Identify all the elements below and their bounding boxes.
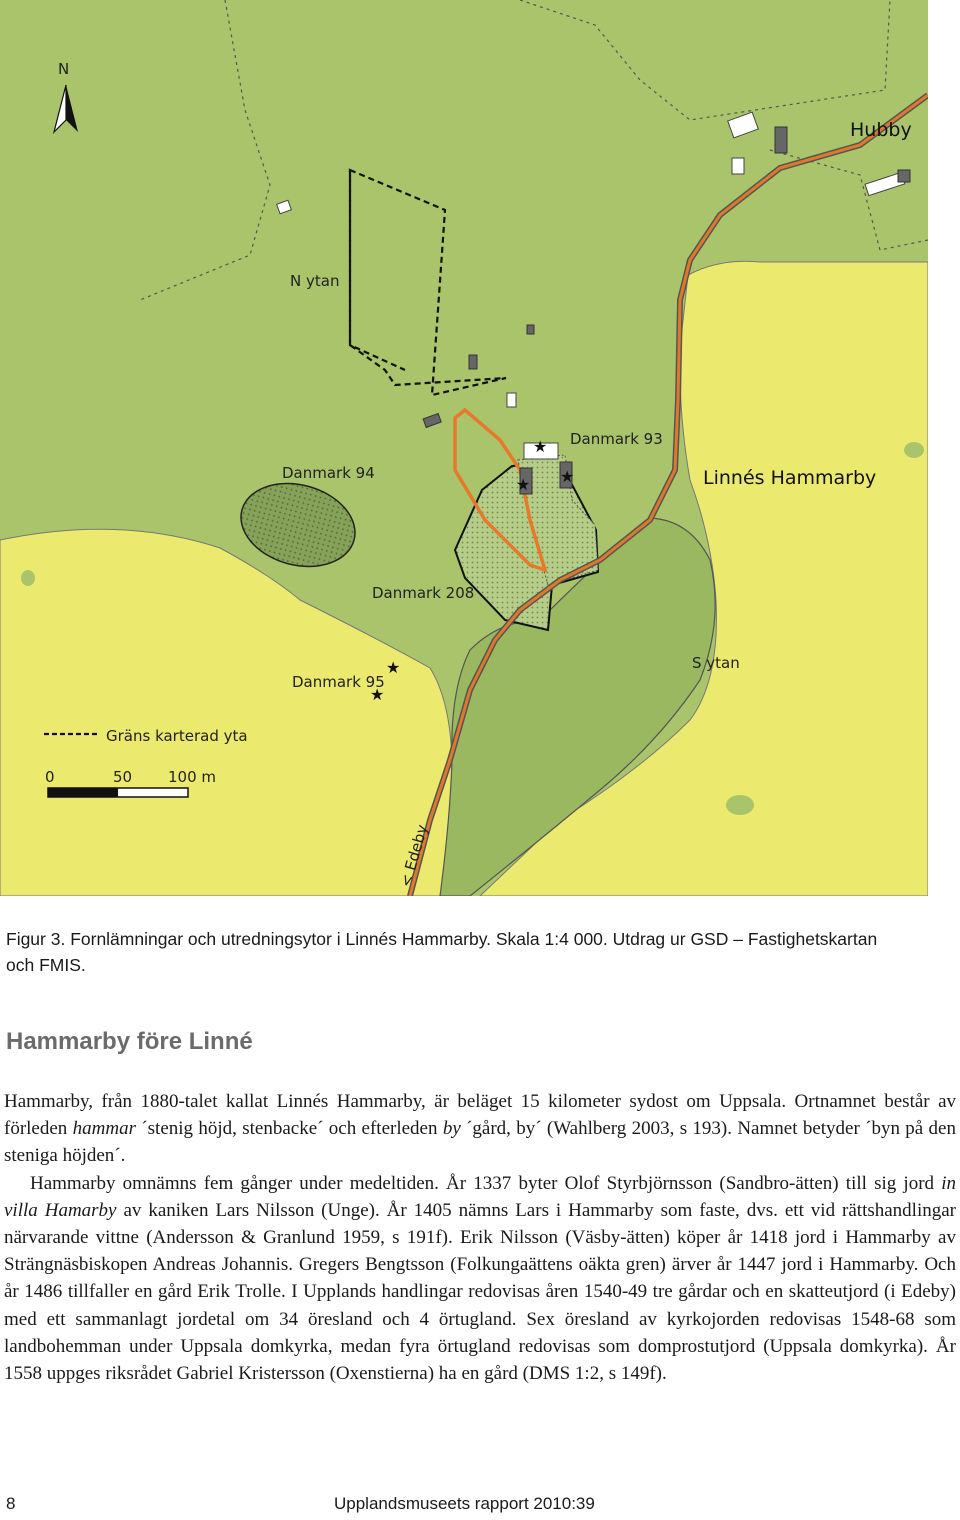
paragraph-1 [4,1088,956,1170]
star-marker: ★ [370,687,385,704]
label-linnes-hammarby: Linnés Hammarby [703,467,877,489]
north-label: N [58,60,70,78]
label-n-ytan: N ytan [290,272,340,290]
text-run: Hammarby omnämns fem gånger under medeltiden. År 1337 byter Olof Styrbjörnsson (Sandbro-ätten) till sig jord [30,1172,942,1194]
building [469,355,477,369]
text-run-italic: hammar [72,1118,136,1140]
building [775,127,787,153]
figure-caption: Figur 3. Fornlämningar och utredningsytor i Linnés Hammarby. Skala 1:4 000. Utdrag ur GSD – Fastighetskartan och FMIS. [6,929,878,975]
label-danmark-208: Danmark 208 [372,584,475,602]
paragraph-2 [4,1170,956,1388]
building [507,393,516,407]
scale-tick-50: 50 [113,768,133,786]
text-run: ´gård, by´ (Wahlberg 2003, s 193). Namnet betyder ´byn på den steniga höjden´. [4,1118,956,1167]
text-run: Hammarby, från 1880-talet kallat Linnés Hammarby, är beläget 15 kilometer sydost om Uppsala. Ortnamnet består av förleden [4,1091,956,1140]
text-run: av kaniken Lars Nilsson (Unge). År 1405 nämns Lars i Hammarby som faste, dvs. ett vid rättshandlingar närvarande vittne (Andersson & Granlund 1959, s 191f). Erik Nilsson (Väsby-ätten) köper år 1418 jord i Hammarby av Strängnäsbiskopen Andreas Johannis. Gregers Bengtsson (Folkungaättens oäkta gren) ärver år 1447 jord i Hammarby. Och år 1486 tillfaller en gård Erik Trolle. I Upplands handlingar redovisas åren 1540-49 tre gårdar och en skatteutjord (i Edeby) med ett sammanlagt jordetal om 34 öresland och 4 örtugland. Sex öresland av kyrkojorden redovisas 1548-68 som landbohemman under Uppsala domkyrka, medan fyra örtugland redovisas som domprostutjord (Uppsala domkyrka). År 1558 uppges riksrådet Gabriel Kristersson (Oxenstierna) ha en gård (DMS 1:2, s 149f). [4,1199,956,1385]
forest-patch [726,795,754,815]
forest-patch [904,442,924,458]
text-run-italic: by [442,1118,461,1140]
label-danmark-93: Danmark 93 [570,430,663,448]
section-heading: Hammarby före Linné [6,1028,253,1055]
forest-patch [21,570,35,586]
star-marker: ★ [516,477,531,494]
star-marker: ★ [533,439,548,456]
scale-tick-0: 0 [45,768,55,786]
star-marker: ★ [560,469,575,486]
label-s-ytan: S ytan [692,654,740,672]
label-edeby: < Edeby [396,822,432,890]
star-marker: ★ [386,660,401,677]
body-text [4,1088,956,1387]
label-hubby: Hubby [850,119,912,141]
text-run-italic: in villa Hamarby [4,1172,956,1221]
label-danmark-94: Danmark 94 [282,464,375,482]
building [732,158,744,174]
legend-boundary-label: Gräns karterad yta [106,727,248,745]
text-run: ´stenig höjd, stenbacke´ och efterleden [135,1118,443,1140]
label-danmark-95: Danmark 95 [292,673,385,691]
building [527,325,534,334]
scale-bar-segment [48,788,118,797]
page-number: 8 [6,1494,16,1513]
report-title: Upplandsmuseets rapport 2010:39 [334,1494,595,1513]
scale-tick-100: 100 m [168,768,217,786]
building [898,170,910,182]
